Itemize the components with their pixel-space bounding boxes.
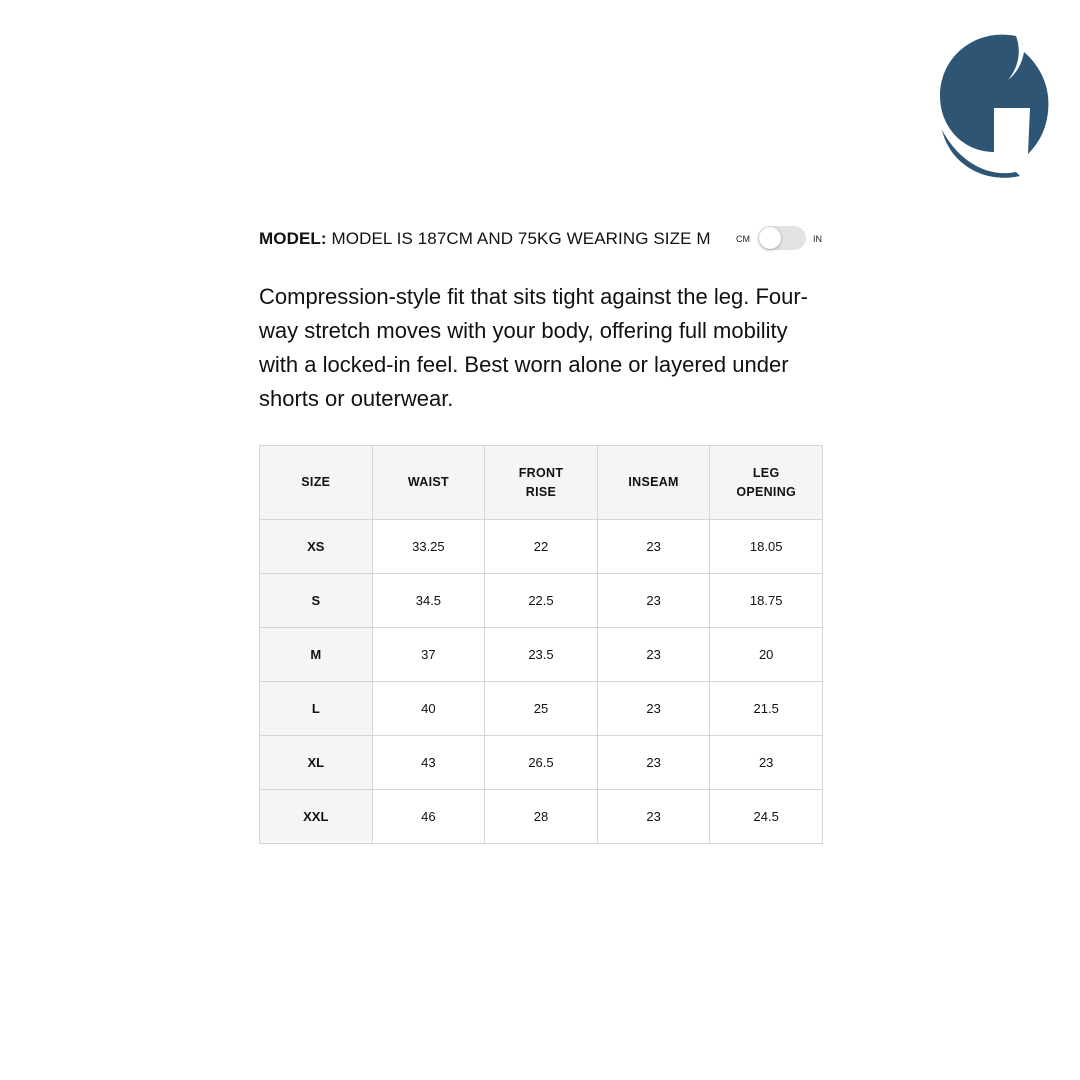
inseam-cell: 23 xyxy=(597,628,710,682)
inseam-cell: 23 xyxy=(597,574,710,628)
leg-opening-cell: 21.5 xyxy=(710,682,823,736)
g-monogram-icon xyxy=(936,34,1052,182)
leg-opening-cell: 18.75 xyxy=(710,574,823,628)
front-rise-cell: 22.5 xyxy=(485,574,598,628)
table-row xyxy=(260,628,823,682)
table-row xyxy=(260,682,823,736)
size-cell: M xyxy=(260,628,373,682)
waist-cell: 33.25 xyxy=(372,520,485,574)
column-header-front-rise: FRONT RISE xyxy=(485,446,598,520)
column-header-waist: WAIST xyxy=(372,446,485,520)
waist-cell: 34.5 xyxy=(372,574,485,628)
waist-cell: 43 xyxy=(372,736,485,790)
leg-opening-cell: 24.5 xyxy=(710,790,823,844)
column-header-leg-opening: LEG OPENING xyxy=(710,446,823,520)
unit-in-label[interactable]: IN xyxy=(813,234,822,244)
product-description: Compression-style fit that sits tight against the leg. Four-way stretch moves with your body, offering full mobility with a locked-in feel. Best worn alone or layered under shorts or outerwear. xyxy=(259,284,809,411)
inseam-cell: 23 xyxy=(597,790,710,844)
toggle-knob[interactable] xyxy=(759,227,781,249)
unit-cm-label[interactable]: CM xyxy=(736,234,750,244)
inseam-cell: 23 xyxy=(597,736,710,790)
leg-opening-cell: 23 xyxy=(710,736,823,790)
size-chart-table xyxy=(259,445,823,844)
size-cell: S xyxy=(260,574,373,628)
front-rise-cell: 28 xyxy=(485,790,598,844)
front-rise-cell: 23.5 xyxy=(485,628,598,682)
table-row xyxy=(260,790,823,844)
front-rise-cell: 26.5 xyxy=(485,736,598,790)
size-cell: XXL xyxy=(260,790,373,844)
waist-cell: 40 xyxy=(372,682,485,736)
unit-toggle[interactable] xyxy=(736,226,826,252)
unit-toggle-switch[interactable] xyxy=(758,226,806,250)
size-cell: XL xyxy=(260,736,373,790)
size-cell: XS xyxy=(260,520,373,574)
size-cell: L xyxy=(260,682,373,736)
leg-opening-cell: 18.05 xyxy=(710,520,823,574)
table-row xyxy=(260,736,823,790)
column-header-size: SIZE xyxy=(260,446,373,520)
model-text: MODEL IS 187CM AND 75KG WEARING SIZE M xyxy=(331,229,711,248)
inseam-cell: 23 xyxy=(597,682,710,736)
table-row xyxy=(260,574,823,628)
inseam-cell: 23 xyxy=(597,520,710,574)
model-info xyxy=(259,229,719,249)
front-rise-cell: 25 xyxy=(485,682,598,736)
leg-opening-cell: 20 xyxy=(710,628,823,682)
waist-cell: 46 xyxy=(372,790,485,844)
table-header-row xyxy=(260,446,823,520)
column-header-inseam: INSEAM xyxy=(597,446,710,520)
front-rise-cell: 22 xyxy=(485,520,598,574)
waist-cell: 37 xyxy=(372,628,485,682)
model-label: MODEL: xyxy=(259,229,327,248)
table-row xyxy=(260,520,823,574)
